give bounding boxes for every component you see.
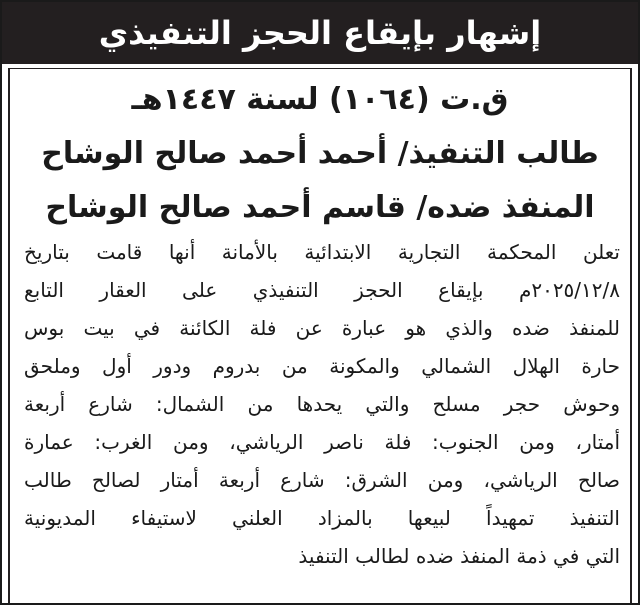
- body-line: وحوش حجر مسلح والتي يحدها من الشمال: شارع أربعة: [24, 392, 620, 416]
- body-line: حارة الهلال الشمالي والمكونة من بدروم ودور أول وملحق: [24, 354, 620, 378]
- body-line: أمتار، ومن الجنوب: فلة ناصر الرياشي، ومن الغرب: عمارة: [24, 430, 620, 454]
- notice-title: إشهار بإيقاع الحجز التنفيذي: [98, 14, 542, 52]
- respondent-name: المنفذ ضده/ قاسم أحمد صالح الوشاح: [45, 190, 595, 225]
- body-line: التنفيذ تمهيداً لبيعها بالمزاد العلني لاستيفاء المديونية: [24, 506, 620, 530]
- body-line: للمنفذ ضده والذي هو عبارة عن فلة الكائنة في بيت بوس: [24, 316, 620, 340]
- applicant-name: طالب التنفيذ/ أحمد أحمد صالح الوشاح: [41, 136, 599, 171]
- body-line: صالح الرياشي، ومن الشرق: شارع أربعة أمتار لصالح طالب: [24, 468, 620, 492]
- body-line: تعلن المحكمة التجارية الابتدائية بالأمانة أنها قامت بتاريخ: [24, 240, 620, 264]
- case-number: ق.ت (١٠٦٤) لسنة ١٤٤٧هـ: [131, 82, 509, 117]
- body-line: ٢٠٢٥/١٢/٨م بإيقاع الحجز التنفيذي على العقار التابع: [24, 278, 620, 302]
- header-bar: [2, 2, 638, 64]
- body-line: التي في ذمة المنفذ ضده لطالب التنفيذ: [298, 544, 620, 568]
